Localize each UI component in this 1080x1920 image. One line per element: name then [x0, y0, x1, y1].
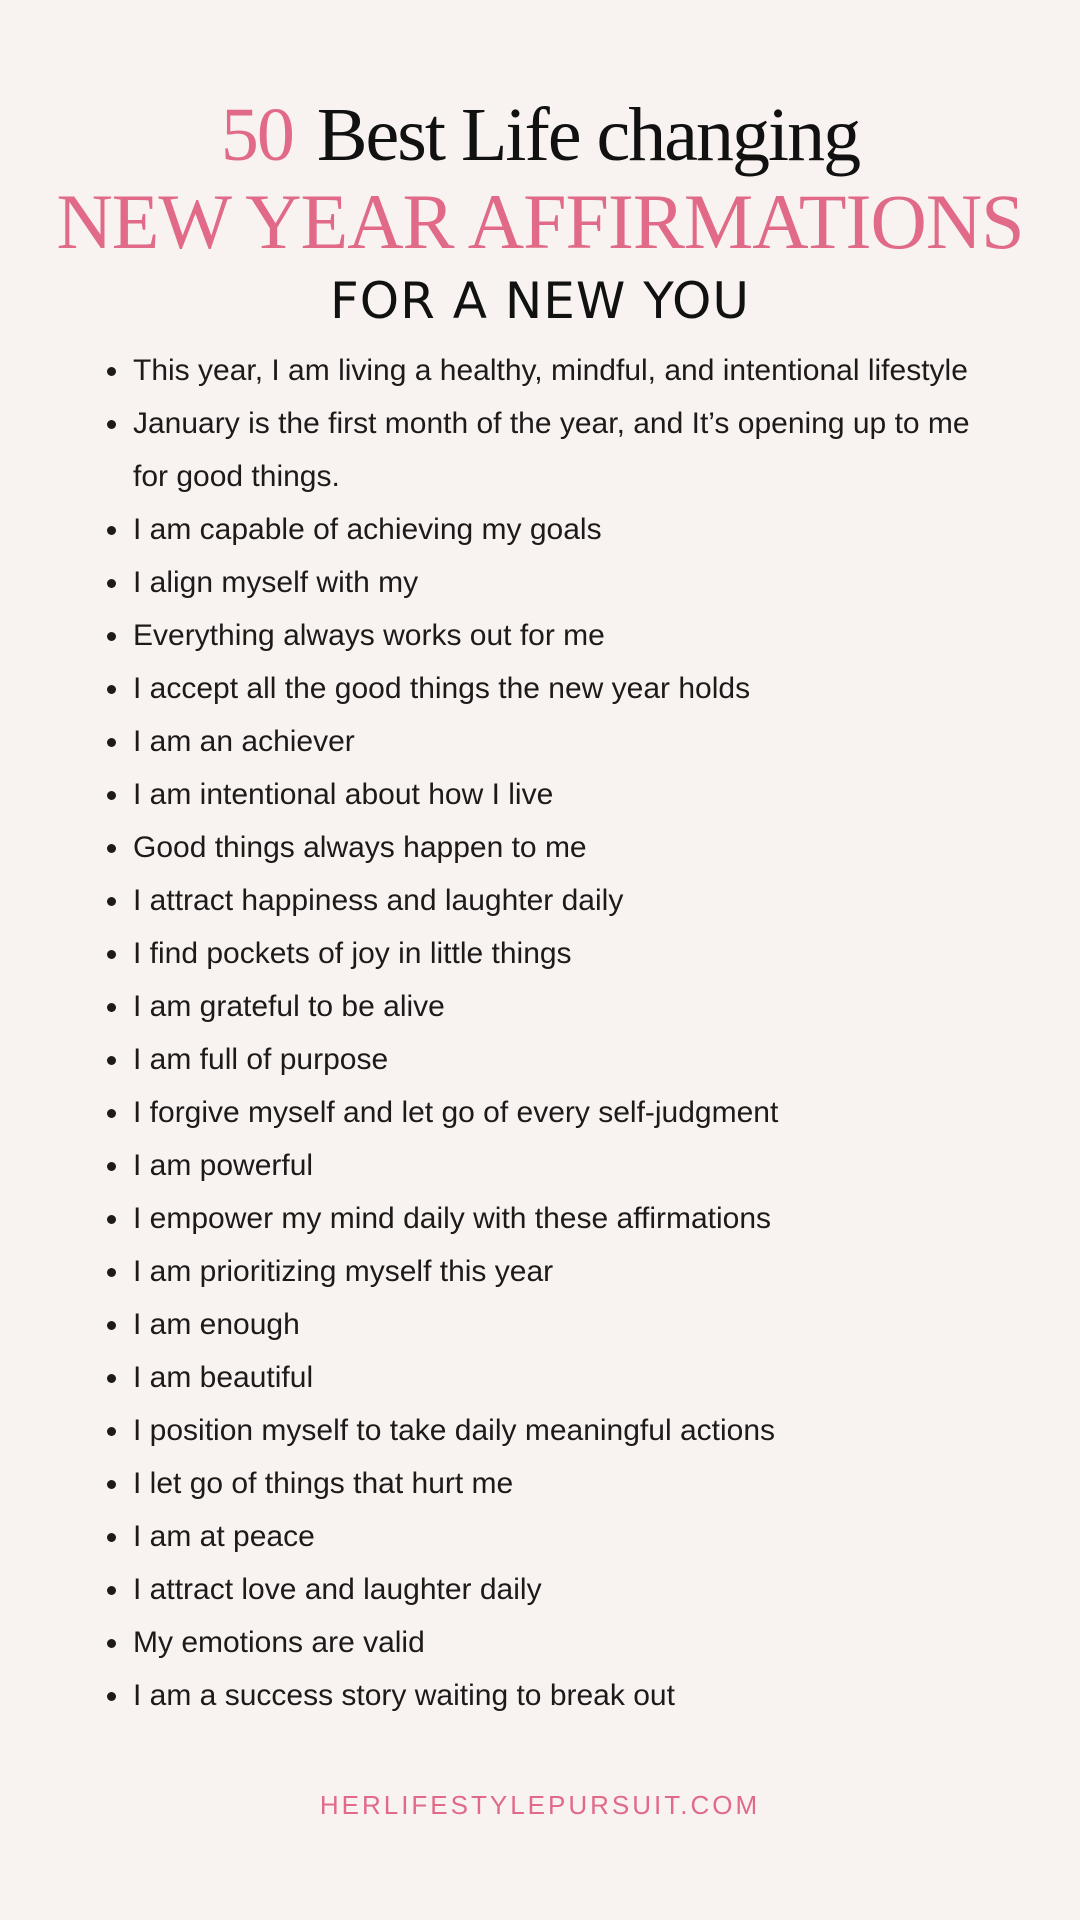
bullet-icon	[107, 579, 116, 588]
list-item-text: I am an achiever	[133, 725, 355, 758]
bullet-icon	[107, 1427, 116, 1436]
bullet-icon	[107, 950, 116, 959]
bullet-icon	[107, 1268, 116, 1277]
list-item-text: I am grateful to be alive	[133, 990, 445, 1023]
page-header	[0, 90, 1080, 336]
list-item-text: I attract love and laughter daily	[133, 1573, 542, 1606]
list-item-text: I align myself with my	[133, 566, 419, 599]
list-item	[105, 344, 985, 397]
list-item-text: I attract happiness and laughter daily	[133, 884, 624, 917]
list-item-text: Good things always happen to me	[133, 831, 587, 864]
bullet-icon	[107, 1586, 116, 1595]
list-item	[105, 715, 985, 768]
bullet-icon	[107, 844, 116, 853]
list-item-text: I forgive myself and let go of every self-judgment	[133, 1096, 779, 1129]
list-item	[105, 1563, 985, 1616]
list-item	[105, 1033, 985, 1086]
list-item	[105, 1457, 985, 1510]
title-line-2: NEW YEAR AFFIRMATIONS	[56, 178, 1024, 265]
list-item	[105, 821, 985, 874]
list-item-text: I am enough	[133, 1308, 300, 1341]
list-item	[105, 609, 985, 662]
affirmations-list	[105, 344, 985, 1722]
list-item	[105, 927, 985, 980]
list-item	[105, 768, 985, 821]
list-item	[105, 874, 985, 927]
bullet-icon	[107, 1162, 116, 1171]
list-item	[105, 1086, 985, 1139]
list-item-text: My emotions are valid	[133, 1626, 425, 1659]
list-item-text: Everything always works out for me	[133, 619, 605, 652]
list-item	[105, 980, 985, 1033]
title-line-1	[0, 90, 1080, 180]
list-item-text: This year, I am living a healthy, mindful, and intentional lifestyle	[133, 354, 968, 387]
list-item-text: I am beautiful	[133, 1361, 314, 1394]
list-item-text: I am powerful	[133, 1149, 314, 1182]
bullet-icon	[107, 1480, 116, 1489]
website-link[interactable]: HERLIFESTYLEPURSUIT.COM	[319, 1790, 761, 1820]
title-number: 50	[220, 93, 293, 177]
title-text: Best Life changing	[316, 93, 860, 177]
list-item-text: I am capable of achieving my goals	[133, 513, 602, 546]
bullet-icon	[107, 1533, 116, 1542]
bullet-icon	[107, 1109, 116, 1118]
bullet-icon	[107, 420, 116, 429]
list-item-text: I let go of things that hurt me	[133, 1467, 514, 1500]
list-item-text: I position myself to take daily meaningful actions	[133, 1414, 775, 1447]
subtitle: FOR A NEW YOU	[330, 272, 750, 330]
bullet-icon	[107, 1374, 116, 1383]
list-item	[105, 1616, 985, 1669]
list-item	[105, 1192, 985, 1245]
list-item-text: I find pockets of joy in little things	[133, 937, 572, 970]
bullet-icon	[107, 897, 116, 906]
list-item-text: I am intentional about how I live	[133, 778, 554, 811]
list-item-text: I am a success story waiting to break out	[133, 1679, 675, 1712]
bullet-icon	[107, 526, 116, 535]
list-item-text: January is the first month of the year, and It’s opening up to me for good things.	[133, 407, 970, 493]
list-item-text: I am full of purpose	[133, 1043, 389, 1076]
list-item	[105, 1510, 985, 1563]
list-item	[105, 1245, 985, 1298]
list-item	[105, 1669, 985, 1722]
list-item	[105, 503, 985, 556]
bullet-icon	[107, 1639, 116, 1648]
list-item-text: I am at peace	[133, 1520, 315, 1553]
list-item-text: I empower my mind daily with these affirmations	[133, 1202, 772, 1235]
bullet-icon	[107, 1215, 116, 1224]
bullet-icon	[107, 1003, 116, 1012]
bullet-icon	[107, 632, 116, 641]
bullet-icon	[107, 1692, 116, 1701]
list-item-text: I am prioritizing myself this year	[133, 1255, 554, 1288]
bullet-icon	[107, 685, 116, 694]
list-item	[105, 1351, 985, 1404]
list-item	[105, 397, 985, 503]
bullet-icon	[107, 1056, 116, 1065]
bullet-icon	[107, 738, 116, 747]
bullet-icon	[107, 1321, 116, 1330]
list-item	[105, 1139, 985, 1192]
list-item	[105, 556, 985, 609]
list-item	[105, 662, 985, 715]
bullet-icon	[107, 367, 116, 376]
list-item	[105, 1298, 985, 1351]
bullet-icon	[107, 791, 116, 800]
list-item-text: I accept all the good things the new year holds	[133, 672, 751, 705]
list-item	[105, 1404, 985, 1457]
